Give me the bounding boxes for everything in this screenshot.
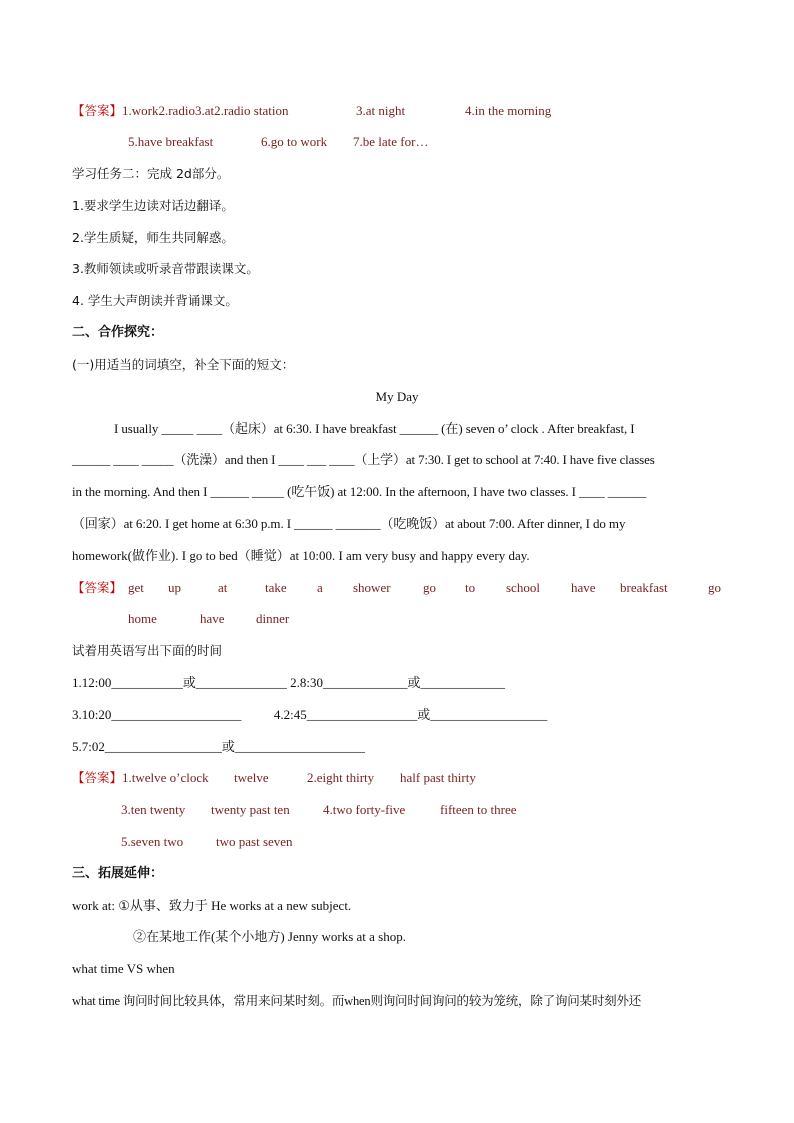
passage-line: （回家）at 6:20. I get home at 6:30 p.m. I ______ _______（吃晚饭）at about 7:00. After dinner, I do my bbox=[72, 516, 626, 531]
section3-line: what time VS when bbox=[72, 961, 175, 976]
passage-line: I usually _____ ____（起床）at 6:30. I have breakfast ______ (在) seven o’ clock . After breakfast, I bbox=[114, 421, 635, 436]
section-instruction: (一)用适当的词填空，补全下面的短文： bbox=[72, 357, 295, 372]
answer-row-1 bbox=[72, 101, 722, 121]
passage-line: ______ ____ _____（洗澡）and then I ____ ___ ____（上学）at 7:30. I get to school at 7:40. I have five classes bbox=[72, 452, 655, 467]
answer-word: at bbox=[218, 580, 228, 595]
answer-text: 7.be late for… bbox=[353, 134, 429, 149]
answer-word: shower bbox=[353, 580, 391, 595]
section3-text: ②在某地工作(某个小地方) Jenny works at a shop. bbox=[133, 929, 406, 944]
answer-word: home bbox=[128, 611, 157, 626]
task2-step: 3.教师领读或听录音带跟读课文。 bbox=[72, 261, 259, 276]
task2-step: 4. 学生大声朗读并背诵课文。 bbox=[72, 293, 238, 308]
answer-text: two past seven bbox=[216, 834, 293, 849]
answer-tag: 【答案】 bbox=[72, 103, 123, 118]
answer-text: 2.eight thirty bbox=[307, 770, 375, 785]
answer-text: half past thirty bbox=[400, 770, 476, 785]
passage-title: My Day bbox=[375, 389, 419, 404]
answer-word: school bbox=[506, 580, 540, 595]
time-instruction: 试着用英语写出下面的时间 bbox=[72, 643, 223, 658]
answer-tag: 【答案】 bbox=[72, 770, 123, 785]
time-item: 1.12:00___________或______________ 2.8:30_____________或_____________ bbox=[72, 675, 505, 690]
answer-word: a bbox=[317, 580, 323, 595]
answer-text: 3.ten twenty bbox=[121, 802, 186, 817]
answer-word: up bbox=[168, 580, 181, 595]
section3-text: work at: ①从事、致力于 He works at a new subject. bbox=[72, 898, 352, 913]
answer-word: have bbox=[200, 611, 225, 626]
answer-word: have bbox=[571, 580, 596, 595]
answer-text: 6.go to work bbox=[261, 134, 328, 149]
task2-title: 学习任务二：完成 2d部分。 bbox=[72, 166, 230, 181]
passage-line: in the morning. And then I ______ _____ (吃午饭) at 12:00. In the afternoon, I have two classes. I ____ ______ bbox=[72, 484, 647, 499]
section-heading: 二、合作探究： bbox=[72, 325, 164, 340]
answer-word: take bbox=[265, 580, 287, 595]
answer-row-3 bbox=[72, 578, 722, 598]
time-item: 5.7:02__________________或____________________ bbox=[72, 739, 365, 754]
answer-text: 4.in the morning bbox=[465, 103, 552, 118]
answer-word: breakfast bbox=[620, 580, 668, 595]
time-item: 3.10:20____________________ 4.2:45_________________或__________________ bbox=[72, 707, 548, 722]
answer-word: get bbox=[128, 580, 144, 595]
answer-text: 1.twelve o’clock bbox=[122, 770, 209, 785]
answer-word: dinner bbox=[256, 611, 290, 626]
task2-step: 1.要求学生边读对话边翻译。 bbox=[72, 198, 234, 213]
answer-tag: 【答案】 bbox=[72, 580, 123, 595]
answer-row-5 bbox=[72, 768, 722, 788]
section3-line: what time 询问时间比较具体，常用来问某时刻。而when则询问时间询问的较为笼统，除了询问某时刻外还 bbox=[72, 994, 642, 1008]
answer-text: 5.seven two bbox=[121, 834, 184, 849]
section3-line bbox=[133, 927, 722, 947]
answer-word: go bbox=[708, 580, 721, 595]
answer-text: twelve bbox=[234, 770, 269, 785]
answer-word: to bbox=[465, 580, 476, 595]
answer-text: 5.have breakfast bbox=[128, 134, 214, 149]
answer-text: 1.work2.radio3.at2.radio station bbox=[122, 103, 289, 118]
section3-line bbox=[72, 896, 722, 916]
answer-text: 3.at night bbox=[356, 103, 406, 118]
answer-word: go bbox=[423, 580, 436, 595]
answer-text: 4.two forty-five bbox=[323, 802, 406, 817]
answer-text: fifteen to three bbox=[440, 802, 517, 817]
task2-step: 2.学生质疑，师生共同解惑。 bbox=[72, 230, 234, 245]
answer-text: twenty past ten bbox=[211, 802, 290, 817]
section-heading: 三、拓展延伸： bbox=[72, 866, 164, 881]
passage-line: homework(做作业). I go to bed（睡觉）at 10:00. I am very busy and happy every day. bbox=[72, 548, 530, 563]
